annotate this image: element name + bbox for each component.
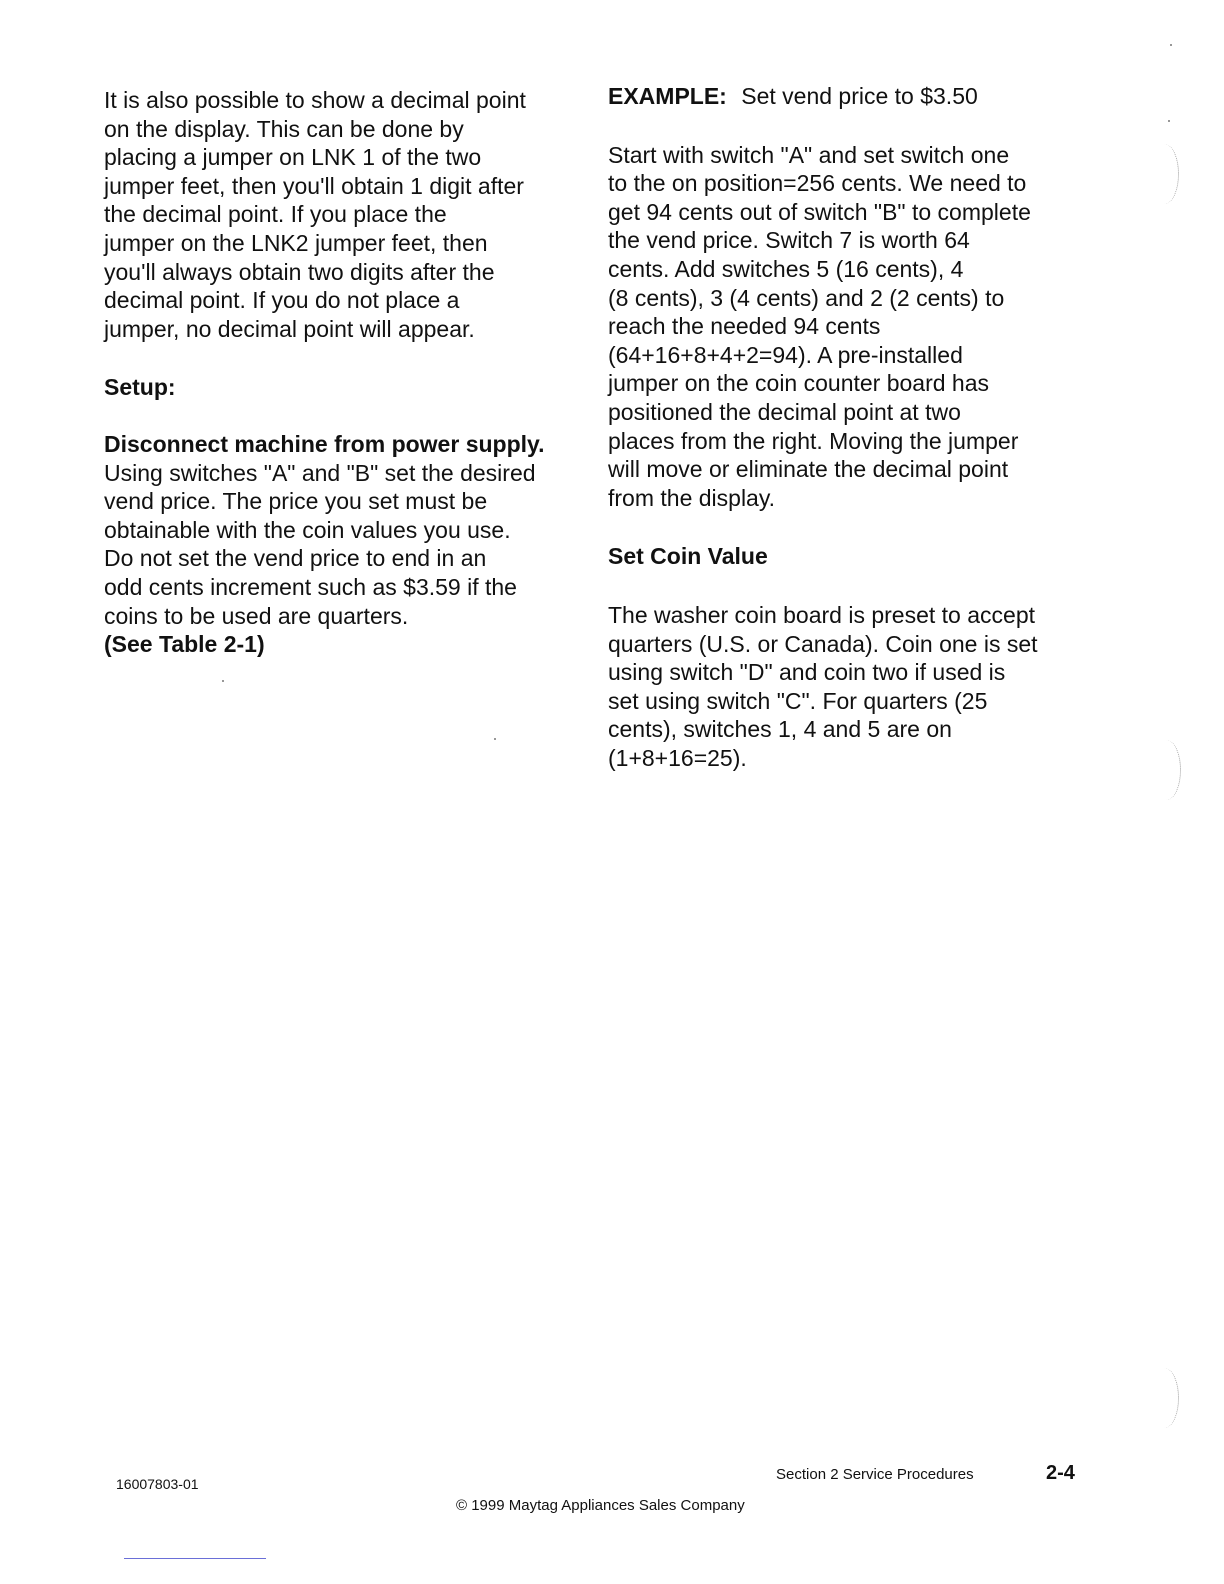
decimal-point-paragraph <box>104 86 574 343</box>
left-column <box>104 86 574 659</box>
text-line: odd cents increment such as $3.59 if the <box>104 573 517 600</box>
binder-hole-mark <box>1150 1368 1179 1428</box>
text-line: (8 cents), 3 (4 cents) and 2 (2 cents) to <box>608 284 1005 311</box>
text-line: the decimal point. If you place the <box>104 201 447 228</box>
page-number: 2-4 <box>1046 1462 1075 1484</box>
text-line: get 94 cents out of switch "B" to complete <box>608 198 1031 225</box>
text-line: to the on position=256 cents. We need to <box>608 170 1027 197</box>
spacer <box>104 343 574 373</box>
text-line: on the display. This can be done by <box>104 115 464 142</box>
spacer <box>608 111 1088 141</box>
coin-value-heading: Set Coin Value <box>608 543 768 570</box>
text-line: the vend price. Switch 7 is worth 64 <box>608 227 970 254</box>
text-line: placing a jumper on LNK 1 of the two <box>104 144 482 171</box>
text-line: reach the needed 94 cents <box>608 313 881 340</box>
disconnect-heading: Disconnect machine from power supply. <box>104 430 545 457</box>
table-reference: (See Table 2-1) <box>104 631 265 658</box>
setup-paragraph <box>104 430 574 659</box>
text-line: obtainable with the coin values you use. <box>104 516 511 543</box>
binder-hole-mark <box>1152 740 1181 800</box>
scan-speck <box>1168 120 1170 122</box>
text-line: quarters (U.S. or Canada). Coin one is set <box>608 630 1038 657</box>
text-line: set using switch "C". For quarters (25 <box>608 687 988 714</box>
text-line: The washer coin board is preset to accept <box>608 601 1036 628</box>
text-line: Start with switch "A" and set switch one <box>608 141 1010 168</box>
scan-underline-mark <box>124 1558 266 1559</box>
spacer <box>608 571 1088 601</box>
text-line: It is also possible to show a decimal point <box>104 87 526 113</box>
text-line: coins to be used are quarters. <box>104 602 409 629</box>
text-line: (64+16+8+4+2=94). A pre-installed <box>608 341 963 368</box>
example-heading <box>608 82 1088 111</box>
example-text: Set vend price to $3.50 <box>741 83 978 109</box>
text-line: (1+8+16=25). <box>608 744 747 771</box>
example-label: EXAMPLE: <box>608 83 727 109</box>
section-title: Section 2 Service Procedures <box>776 1466 974 1483</box>
text-line: from the display. <box>608 484 776 511</box>
scan-speck <box>494 738 496 740</box>
example-paragraph <box>608 141 1088 513</box>
text-line: decimal point. If you do not place a <box>104 287 460 314</box>
text-line: will move or eliminate the decimal point <box>608 456 1009 483</box>
scan-speck <box>1170 44 1172 46</box>
text-line: Using switches "A" and "B" set the desired <box>104 459 536 486</box>
copyright-notice: © 1999 Maytag Appliances Sales Company <box>456 1497 745 1514</box>
spacer <box>608 512 1088 542</box>
binder-hole-mark <box>1150 144 1179 204</box>
text-line: jumper on the LNK2 jumper feet, then <box>104 229 488 256</box>
text-line: cents. Add switches 5 (16 cents), 4 <box>608 255 964 282</box>
text-line: places from the right. Moving the jumper <box>608 427 1019 454</box>
text-line: Do not set the vend price to end in an <box>104 545 487 572</box>
text-line: using switch "D" and coin two if used is <box>608 659 1006 686</box>
right-column <box>608 82 1088 772</box>
coin-value-paragraph <box>608 601 1088 773</box>
scan-speck <box>222 680 224 682</box>
text-line: jumper, no decimal point will appear. <box>104 315 475 342</box>
text-line: you'll always obtain two digits after the <box>104 258 495 285</box>
text-line: jumper on the coin counter board has <box>608 370 990 397</box>
text-line: cents), switches 1, 4 and 5 are on <box>608 716 952 743</box>
text-line: vend price. The price you set must be <box>104 488 488 515</box>
text-line: jumper feet, then you'll obtain 1 digit after <box>104 172 524 199</box>
spacer <box>104 402 574 430</box>
part-number: 16007803-01 <box>116 1476 199 1492</box>
text-line: positioned the decimal point at two <box>608 398 961 425</box>
setup-heading: Setup: <box>104 374 176 401</box>
